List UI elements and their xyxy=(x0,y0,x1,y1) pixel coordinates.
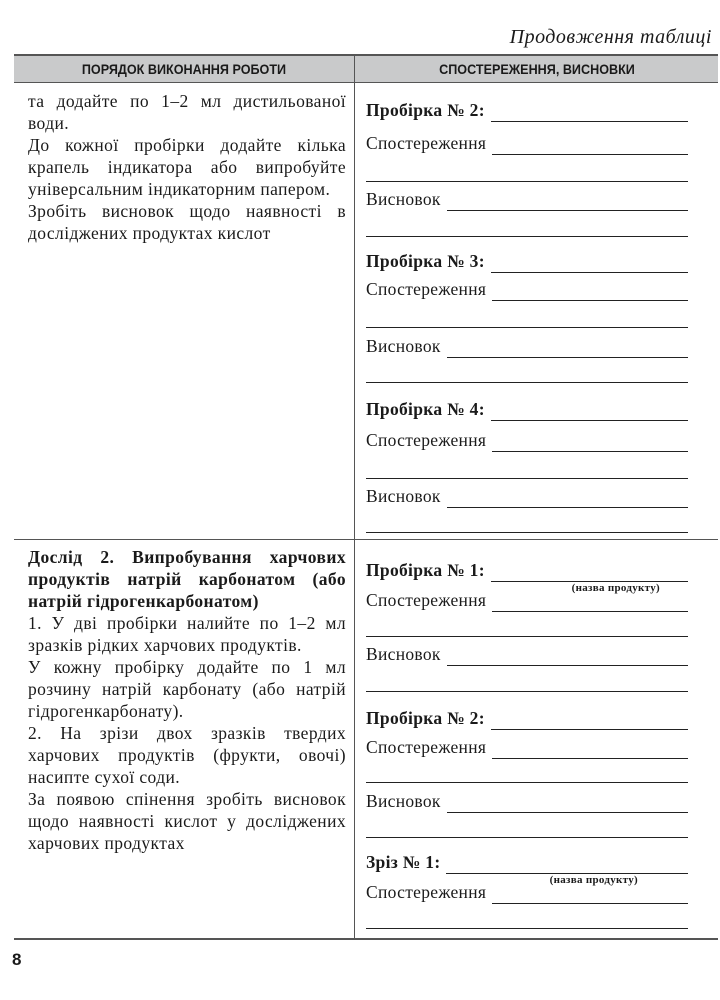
answer-line[interactable] xyxy=(366,236,688,237)
answer-line[interactable] xyxy=(366,327,688,328)
tube-label: Пробірка № 2: xyxy=(366,708,485,728)
procedure-text-1 xyxy=(28,90,346,244)
answer-line[interactable] xyxy=(492,611,688,612)
procedure-paragraph: За появою спінення зробіть висновок щодо наявності кислот у досліджених харчових продуктах xyxy=(28,789,346,853)
answer-line[interactable] xyxy=(492,451,688,452)
procedure-paragraph: До кожної пробірки додайте кілька крапель індикатора або випробуйте універсальним індикаторним папером. xyxy=(28,135,346,199)
conclusion-row xyxy=(366,482,688,508)
answer-line[interactable] xyxy=(491,729,688,730)
tube-2-label-row xyxy=(366,704,688,730)
tube-label: Пробірка № 1: xyxy=(366,560,485,580)
tube-3-label-row xyxy=(366,247,688,273)
product-name-hint: (назва продукту) xyxy=(571,582,660,594)
observation-label: Спостереження xyxy=(366,133,487,153)
observation-label: Спостереження xyxy=(366,737,487,757)
header-procedure: ПОРЯДОК ВИКОНАННЯ РОБОТИ xyxy=(81,61,287,77)
page-number: 8 xyxy=(12,950,22,969)
observation-label: Спостереження xyxy=(366,430,487,450)
tube-2-label-row xyxy=(366,96,688,122)
procedure-paragraph: 2. На зрізи двох зразків твердих харчових продуктів (фрукти, овочі) насипте сухої соди. xyxy=(28,723,346,787)
answer-line[interactable] xyxy=(492,903,688,904)
conclusion-row xyxy=(366,332,688,358)
tube-label: Пробірка № 3: xyxy=(366,251,485,271)
conclusion-label: Висновок xyxy=(366,336,441,356)
answer-line[interactable] xyxy=(447,665,688,666)
procedure-paragraph: Зробіть висновок щодо наявності в досліджених продуктах кислот xyxy=(28,201,346,243)
answer-line[interactable] xyxy=(366,691,688,692)
procedure-paragraph: 1. У дві пробірки налийте по 1–2 мл зразків рідких харчових продуктів. xyxy=(28,613,346,655)
tube-4-label-row xyxy=(366,395,688,421)
conclusion-label: Висновок xyxy=(366,189,441,209)
answer-line[interactable] xyxy=(366,181,688,182)
observation-label: Спостереження xyxy=(366,590,487,610)
column-divider xyxy=(354,56,355,938)
answer-line[interactable] xyxy=(447,812,688,813)
observation-row xyxy=(366,586,688,612)
answer-line[interactable] xyxy=(366,636,688,637)
observation-row xyxy=(366,129,688,155)
answer-line[interactable] xyxy=(366,837,688,838)
answer-line[interactable] xyxy=(366,928,688,929)
table-continuation-caption: Продовження таблиці xyxy=(509,26,712,48)
cut-1-label-row xyxy=(366,848,688,886)
observation-row xyxy=(366,878,688,904)
tube-label: Пробірка № 4: xyxy=(366,399,485,419)
answer-line[interactable] xyxy=(366,532,688,533)
observation-label: Спостереження xyxy=(366,279,487,299)
tube-label: Пробірка № 2: xyxy=(366,100,485,120)
observation-row xyxy=(366,275,688,301)
answer-line[interactable] xyxy=(447,507,688,508)
procedure-text-2 xyxy=(28,546,346,854)
answer-line[interactable] xyxy=(491,121,688,122)
answer-line[interactable] xyxy=(492,300,688,301)
procedure-paragraph: та додайте по 1–2 мл дистильованої води. xyxy=(28,91,346,133)
procedure-paragraph: У кожну пробірку додайте по 1 мл розчину натрій карбонату (або натрій гідрогенкарбонату). xyxy=(28,657,346,721)
answer-line[interactable] xyxy=(446,873,688,886)
answer-line[interactable] xyxy=(492,154,688,155)
answer-line[interactable] xyxy=(366,382,688,383)
answer-line[interactable] xyxy=(491,272,688,273)
header-observations: СПОСТЕРЕЖЕННЯ, ВИСНОВКИ xyxy=(439,61,635,77)
cut-label: Зріз № 1: xyxy=(366,852,441,872)
answer-line[interactable] xyxy=(491,420,688,421)
conclusion-row xyxy=(366,640,688,666)
observation-row xyxy=(366,733,688,759)
observation-label: Спостереження xyxy=(366,882,487,902)
tube-1-label-row xyxy=(366,556,688,594)
conclusion-label: Висновок xyxy=(366,644,441,664)
conclusion-row xyxy=(366,185,688,211)
answer-line[interactable] xyxy=(492,758,688,759)
answer-line[interactable] xyxy=(447,210,688,211)
answer-line[interactable] xyxy=(366,782,688,783)
experiment-title: Дослід 2. Випробування харчових продуктів натрій карбонатом (або натрій гідрогенкарбонатом) xyxy=(28,547,346,611)
answer-line[interactable] xyxy=(366,478,688,479)
table-header xyxy=(14,56,718,83)
lab-work-table xyxy=(14,54,718,940)
product-name-hint: (назва продукту) xyxy=(549,874,638,886)
observation-row xyxy=(366,426,688,452)
conclusion-label: Висновок xyxy=(366,791,441,811)
row-divider xyxy=(14,539,718,540)
answer-line[interactable] xyxy=(491,581,688,594)
conclusion-row xyxy=(366,787,688,813)
conclusion-label: Висновок xyxy=(366,486,441,506)
answer-line[interactable] xyxy=(447,357,688,358)
